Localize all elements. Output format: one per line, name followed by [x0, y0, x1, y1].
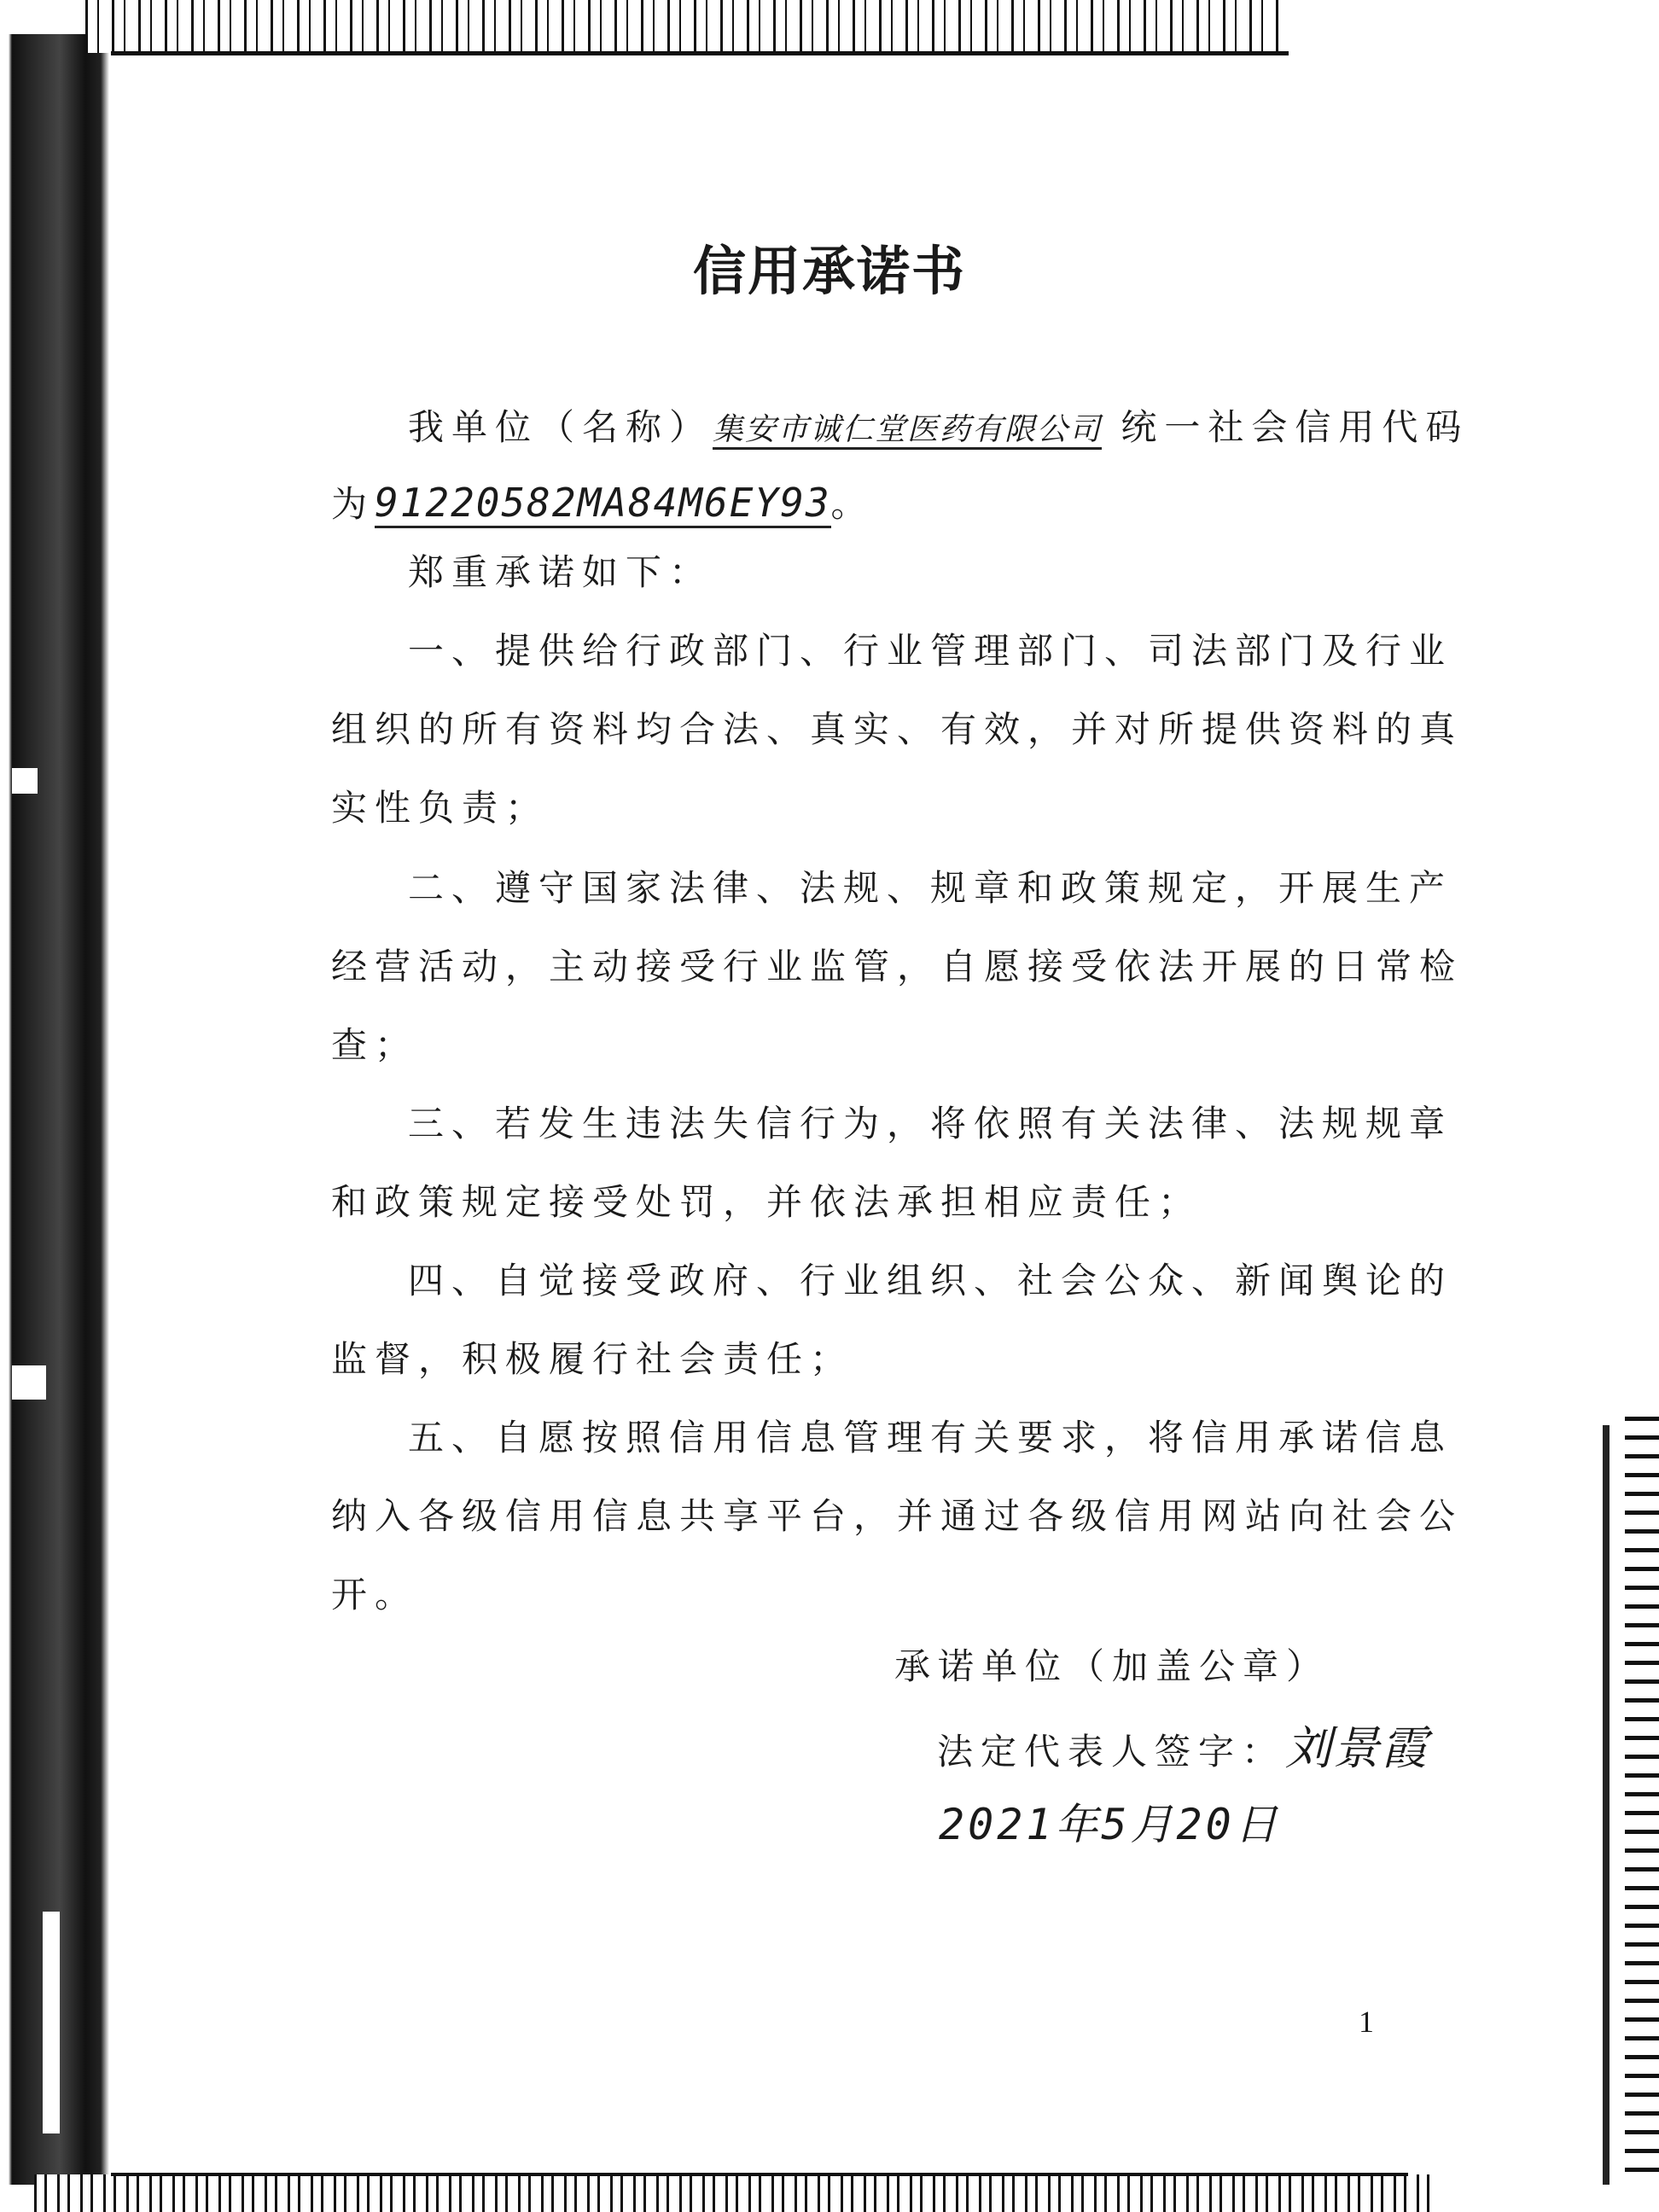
para3-line1: 三、若发生违法失信行为，将依照有关法律、法规规章	[408, 1103, 1453, 1144]
representative-line	[937, 1712, 1429, 1778]
code-prefix: 为	[331, 483, 375, 525]
page-number: 1	[1359, 2005, 1374, 2039]
para2-line1: 二、遵守国家法律、法规、规章和政策规定，开展生产	[408, 867, 1453, 909]
unit-name-handwritten: 集安市诚仁堂医药有限公司	[713, 412, 1102, 450]
document-title: 信用承诺书	[692, 240, 966, 302]
para5-line2: 纳入各级信用信息共享平台，并通过各级信用网站向社会公	[331, 1495, 1464, 1537]
para3-line2: 和政策规定接受处罚，并依法承担相应责任；	[331, 1181, 1202, 1223]
signing-unit: 承诺单位（加盖公章）	[894, 1645, 1330, 1687]
para2-line3: 查；	[331, 1024, 419, 1066]
code-suffix: 。	[830, 483, 875, 525]
para5-line3: 开。	[331, 1574, 419, 1615]
para2-line2: 经营活动，主动接受行业监管，自愿接受依法开展的日常检	[331, 946, 1464, 987]
para1-line1: 一、提供给行政部门、行业管理部门、司法部门及行业	[408, 630, 1453, 672]
credit-code-handwritten: 91220582MA84M6EY93	[375, 480, 831, 528]
rep-label: 法定代表人签字：	[937, 1731, 1286, 1773]
para1-line3: 实性负责；	[331, 787, 550, 829]
code-line	[331, 476, 875, 527]
intro-prefix: 我单位（名称）	[408, 406, 713, 448]
para5-line1: 五、自愿按照信用信息管理有关要求，将信用承诺信息	[408, 1417, 1453, 1458]
date-handwritten: 2021年5月20日	[939, 1800, 1281, 1849]
rep-signature-handwritten: 刘景霞	[1285, 1721, 1429, 1775]
para1-line2: 组织的所有资料均合法、真实、有效，并对所提供资料的真	[331, 708, 1464, 750]
intro-line	[408, 399, 1469, 451]
intro-suffix: 统一社会信用代码	[1121, 406, 1470, 448]
lead-text: 郑重承诺如下：	[408, 551, 713, 593]
para4-line2: 监督，积极履行社会责任；	[331, 1338, 854, 1380]
para4-line1: 四、自觉接受政府、行业组织、社会公众、新闻舆论的	[408, 1260, 1453, 1301]
